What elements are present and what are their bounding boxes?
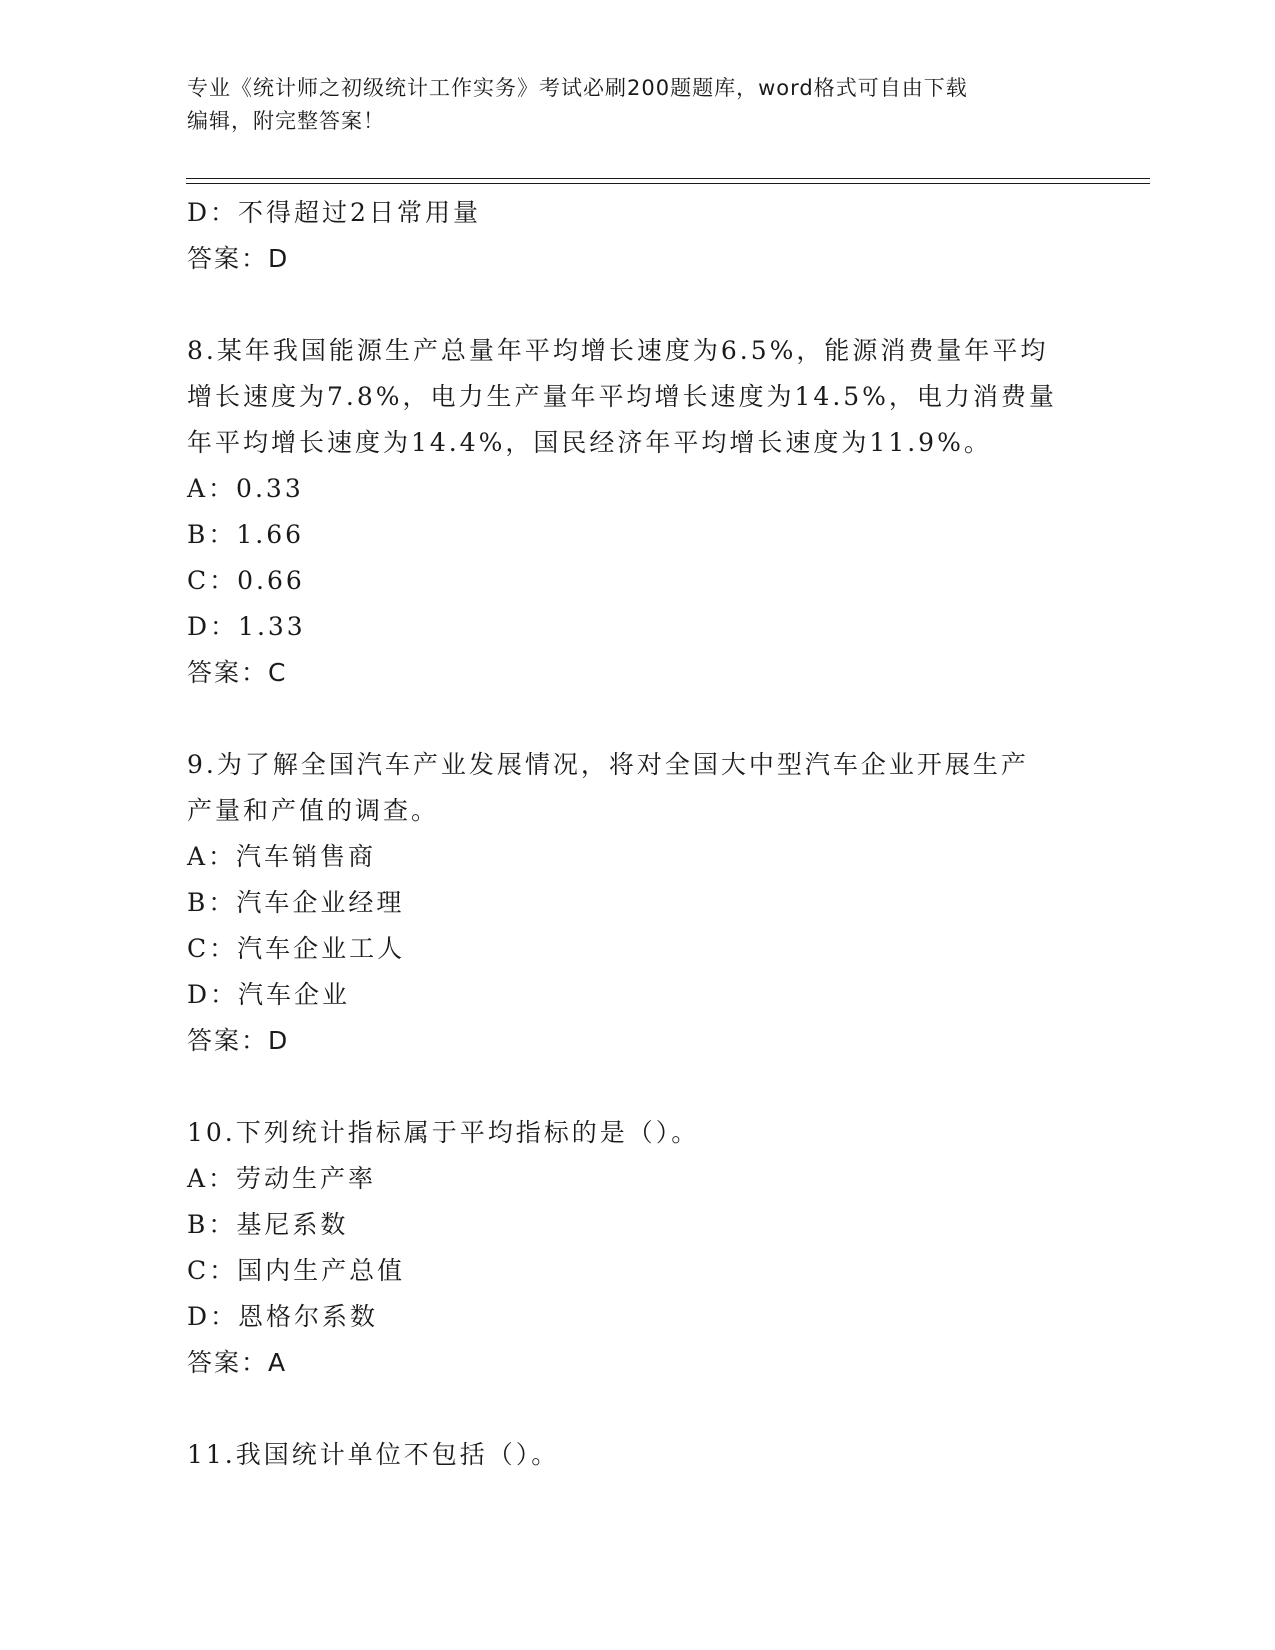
- document-header: [187, 72, 1087, 138]
- option-b: B：基尼系数: [187, 1210, 349, 1239]
- option-d: D：恩格尔系数: [187, 1302, 379, 1331]
- answer-line: 答案：C: [187, 658, 288, 687]
- previous-question-tail: [187, 190, 1087, 282]
- question-stem-line: 产量和产值的调查。: [187, 796, 440, 825]
- question-11: [187, 1432, 1087, 1478]
- option-b: B：汽车企业经理: [187, 888, 405, 917]
- option-c: C：0.66: [187, 566, 305, 595]
- question-list: [187, 190, 1087, 1478]
- header-title-line-2: 编辑，附完整答案！: [187, 109, 385, 133]
- option-b: B：1.66: [187, 520, 305, 549]
- question-stem-line: 增长速度为7.8%，电力生产量年平均增长速度为14.5%，电力消费量: [187, 382, 1057, 411]
- question-stem-line: 8.某年我国能源生产总量年平均增长速度为6.5%，能源消费量年平均: [187, 336, 1049, 365]
- question-stem-line: 9.为了解全国汽车产业发展情况，将对全国大中型汽车企业开展生产: [187, 750, 1029, 779]
- answer-line: 答案：D: [187, 244, 290, 273]
- spacer: [187, 282, 1087, 328]
- option-a: A：汽车销售商: [187, 842, 377, 871]
- option-a: A：0.33: [187, 474, 304, 503]
- option-a: A：劳动生产率: [187, 1164, 377, 1193]
- question-9: [187, 742, 1087, 1064]
- answer-line: 答案：A: [187, 1348, 288, 1377]
- option-d: D：不得超过2日常用量: [187, 198, 481, 227]
- question-stem-line: 年平均增长速度为14.4%，国民经济年平均增长速度为11.9%。: [187, 428, 992, 457]
- spacer: [187, 1386, 1087, 1432]
- question-10: [187, 1110, 1087, 1386]
- question-stem-line: 10.下列统计指标属于平均指标的是（）。: [187, 1118, 700, 1147]
- answer-line: 答案：D: [187, 1026, 290, 1055]
- question-8: [187, 328, 1087, 696]
- header-title-line-1: 专业《统计师之初级统计工作实务》考试必刷200题题库，word格式可自由下载: [187, 76, 968, 100]
- header-rule-bottom: [186, 183, 1150, 184]
- option-d: D：汽车企业: [187, 980, 351, 1009]
- spacer: [187, 696, 1087, 742]
- option-d: D：1.33: [187, 612, 306, 641]
- question-stem-line: 11.我国统计单位不包括（）。: [187, 1440, 560, 1469]
- spacer: [187, 1064, 1087, 1110]
- header-rule-top: [186, 178, 1150, 179]
- option-c: C：国内生产总值: [187, 1256, 406, 1285]
- option-c: C：汽车企业工人: [187, 934, 406, 963]
